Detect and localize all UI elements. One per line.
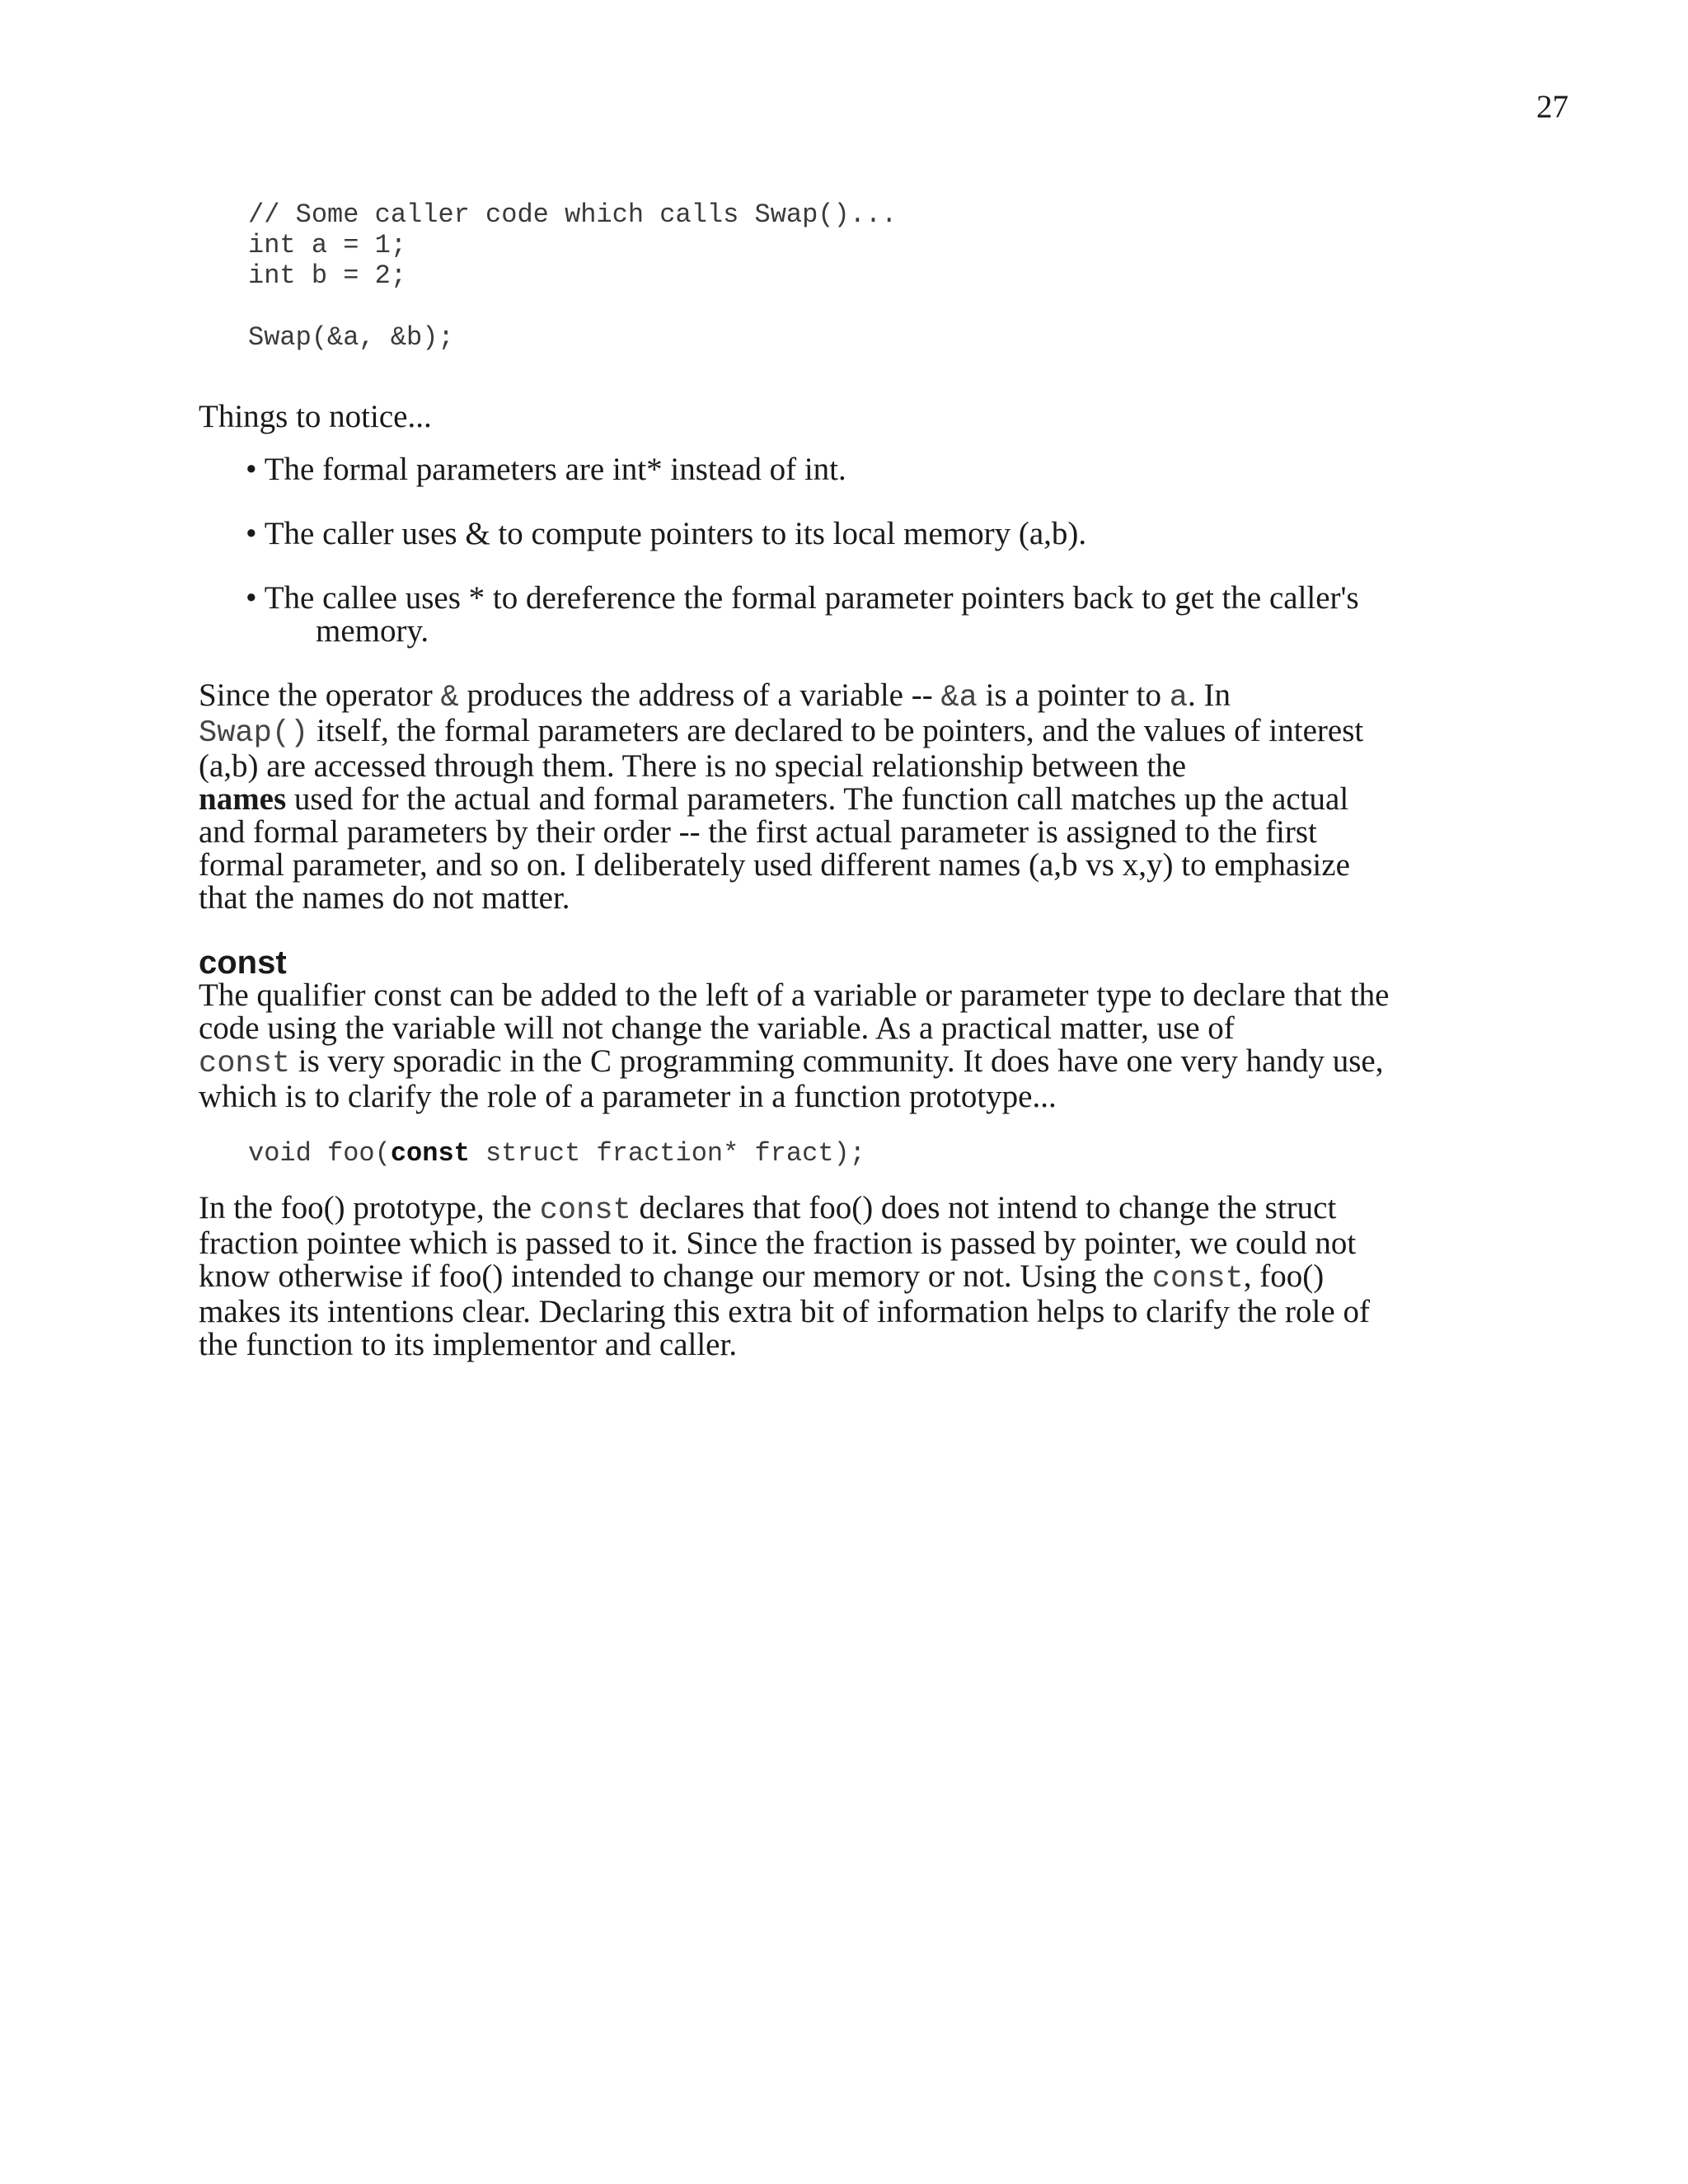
text-run: , foo() makes its intentions clear. Declaring this extra bit of information helps to clarify the role of the function to its implementor and caller. — [199, 1258, 1370, 1362]
bold-term: names — [199, 781, 287, 817]
list-item — [246, 518, 1394, 551]
inline-code: const — [1151, 1262, 1244, 1296]
text-run: . In — [1188, 677, 1231, 713]
inline-code: const — [199, 1047, 291, 1081]
inline-code: const — [539, 1193, 631, 1228]
bullet-text: • The callee uses * to dereference the formal parameter pointers back to get the caller's — [246, 580, 1359, 616]
text-run: is a pointer to — [977, 677, 1170, 713]
bullet-text: • The caller uses & to compute pointers to its local memory (a,b). — [246, 516, 1087, 551]
inline-code: a — [1169, 681, 1188, 715]
inline-code: & — [440, 681, 459, 715]
code-block-prototype — [248, 1138, 1394, 1169]
code-text: struct fraction* fract); — [469, 1138, 865, 1169]
list-item — [246, 453, 1394, 486]
code-line: // Some caller code which calls Swap()... — [248, 199, 898, 230]
page-number: 27 — [1536, 89, 1568, 124]
code-spacer — [248, 291, 1394, 322]
list-item — [246, 582, 1394, 648]
text-run: declares that foo() does not intend to change the struct fraction pointee which is passed to it. Since the fraction is passed by pointer, we could not know otherwise if foo() intended to change our memory or not. Using the — [199, 1190, 1357, 1294]
code-line: int b = 2; — [248, 260, 407, 291]
text-run: In the foo() prototype, the — [199, 1190, 540, 1226]
text-run: itself, the formal parameters are declared to be pointers, and the values of interest (a,b) are accessed through them. There is no special relationship between the — [199, 713, 1364, 784]
inline-code: Swap() — [199, 716, 309, 751]
text-run: produces the address of a variable -- — [458, 677, 941, 713]
section-heading-const: const — [199, 944, 287, 981]
text-run: Since the operator — [199, 677, 441, 713]
bullet-continuation: memory. — [316, 613, 429, 649]
code-block-swap-caller — [248, 199, 1394, 353]
page-content — [199, 199, 1394, 1361]
things-heading: Things to notice... — [199, 399, 432, 434]
text-run: is very sporadic in the C programming community. It does have one very handy use, which is to clarify the role of a parameter in a function prototype... — [199, 1043, 1384, 1114]
const-paragraph-1 — [199, 979, 1394, 1113]
text-run: The qualifier const can be added to the left of a variable or parameter type to declare that the code using the variable will not change the variable. As a practical matter, use of — [199, 977, 1390, 1046]
address-paragraph — [199, 679, 1394, 915]
code-keyword: const — [390, 1138, 470, 1169]
code-line: int a = 1; — [248, 230, 407, 260]
notice-list — [199, 453, 1394, 648]
bullet-text: • The formal parameters are int* instead of int. — [246, 452, 846, 487]
code-line: Swap(&a, &b); — [248, 322, 454, 353]
code-text: void foo( — [248, 1138, 391, 1169]
text-run: used for the actual and formal parameters. The function call matches up the actual and formal parameters by their order -- the first actual parameter is assigned to the first formal parameter, and so on. I deliberately used different names (a,b vs x,y) to emphasize that the names do not matter. — [199, 781, 1350, 916]
inline-code: &a — [940, 681, 978, 715]
const-paragraph-2 — [199, 1192, 1394, 1361]
